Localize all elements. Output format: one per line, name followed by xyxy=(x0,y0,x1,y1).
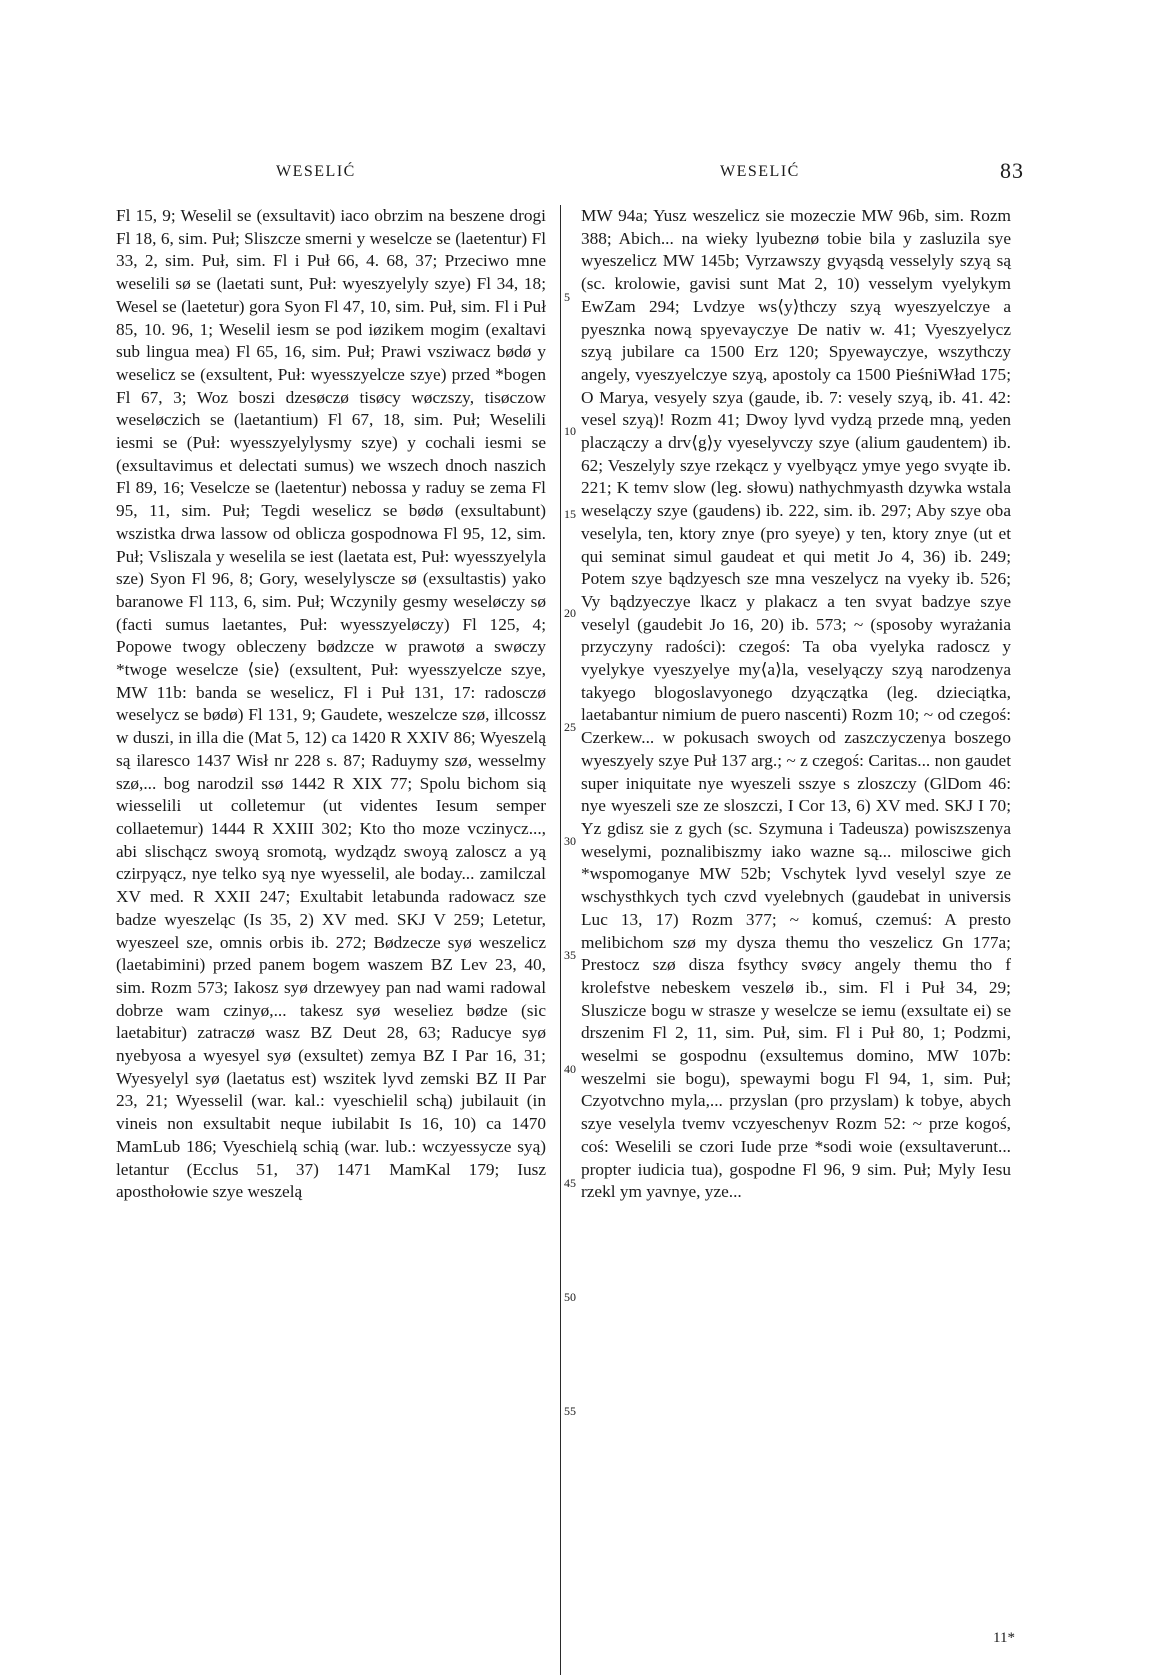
left-column-text: Fl 15, 9; Weselil se (exsultavit) iaco obrzim na beszene drogi Fl 18, 6, sim. Puł; Sliszcze smerni y weselcze se (laetentur) Fl 33, 2, sim. Puł, sim. Fl i Puł 66, 4. 68, 37; Przeciwo mne weselili sø se (laetati sunt, Puł: wyeszyelyly szye) Fl 34, 18; Wesel se (laetetur) gora Syon Fl 47, 10, sim. Puł, sim. Fl i Puł 85, 10. 96, 1; Weselil iesm se pod iøzikem mogim (exaltavi sub lingua mea) Fl 65, 16, sim. Puł; Prawi vsziwacz bødø y weselicz se (exsultent, Puł: wyesszyelcze szye) przed *bogen Fl 67, 3; Woz boszi dzesøczø tisøcy wøczszy, tisøczow weseløczich se (laetantium) Fl 67, 18, sim. Puł; Weselili iesmi se (Puł: wyesszyelylysmy szye) y cochali iesmi se (exsultavimus et delectati sumus) we wszech dnoch naszich Fl 89, 16; Veselcze se (laetentur) nebossa y raduy se zema Fl 95, 11, sim. Puł; Tegdi weselicz se bødø (exsultabunt) wszistka drwa lassow od oblicza gospodnowa Fl 95, 12, sim. Puł; Vsliszala y weselila se iest (laetata est, Puł: wyesszyelyla sze) Syon Fl 96, 8; Gory, weselylyscze sø (exsultastis) yako baranowe Fl 113, 6, sim. Puł; Wczynily gesmy weseløczy sø (facti sumus laetantes, Puł: wyesszyeløczy) Fl 125, 4; Popowe twogy obleczeny bødzcze w prawotø a swøczy *twoge weselcze ⟨sie⟩ (exsultent, Puł: wyesszyelcze szye, MW 11b: banda se weselicz, Fl i Puł 131, 17: radosczø weselycz se bødø) Fl 131, 9; Gaudete, weszelcze szø, illcossz w duszi, in illa die (Mat 5, 12) ca 1420 R XXIV 86; Wyeszelą są ilaresco 1437 Wisł nr 228 s. 87; Raduymy szø, wesselmy szø,... bog narodzil ssø 1442 R XIX 77; Spolu bichom sią wiesselili ut colletemur (ut videntes Iesum semper collaetemur) 1444 R XXIII 302; Kto tho moze vczinycz..., abi slischącz swoyą sromotą, wydządz swoyą zaloscz a yą czirpyącz, nye telko syą nye wyesselil, ale boday... zamilczal XV med. R XXII 247; Exultabit letabunda radowacz sze badze wyeszeląc (Is 35, 2) XV med. SKJ V 259; Letetur, wyeszeel sze, omnis orbis ib. 272; Bødzecze syø weszelicz (laetabimini) przed panem bogem waszem BZ Lev 23, 40, sim. Rozm 573; Iakosz syø drzewyey pan nad wami radowal dobrze wam czinyø,... takesz syø weseliez bødze (sic laetabitur) zatraczø wasz BZ Deut 28, 63; Raducye syø nyebyosa a wyesyel syø (exsultet) zemya BZ I Par 16, 31; Wyesyelyl syø (laetatus est) wszitek lyvd zemski BZ II Par 23, 21; Wyesselil (war. kal.: vyeschielil schą) jubilauit (in vineis non exsultabit neque iubilabit Is 16, 10) ca 1470 MamLub 186; Vyeschielą schią (war. lub.: wczyessycze syą) letantur (Ecclus 51, 37) 1471 MamKal 179; Iusz aposthołowie szye weszelą xyxy=(116,206,546,1202)
line-number: 45 xyxy=(564,1176,576,1190)
line-number: 10 xyxy=(564,424,576,438)
line-number: 5 xyxy=(564,290,570,304)
line-number: 40 xyxy=(564,1062,576,1076)
page-number: 83 xyxy=(1000,158,1024,183)
line-number: 55 xyxy=(564,1404,576,1418)
running-head-right: WESELIĆ xyxy=(720,163,800,180)
printer-signature: 11* xyxy=(993,1630,1015,1646)
line-number: 35 xyxy=(564,948,576,962)
column-divider xyxy=(560,205,561,1675)
line-number: 25 xyxy=(564,720,576,734)
line-number: 50 xyxy=(564,1290,576,1304)
line-number: 20 xyxy=(564,606,576,620)
running-head-left: WESELIĆ xyxy=(276,163,356,180)
line-number: 30 xyxy=(564,834,576,848)
line-number: 15 xyxy=(564,507,576,521)
right-column-text: MW 94a; Yusz weszelicz sie mozeczie MW 96b, sim. Rozm 388; Abich... na wieky lyubeznø tobie bila y zasluzila sye wyeszelicz MW 145b; Vyrzawszy gvyąsdą vesselyly szyą są (sc. krolowie, gavisi sunt Mat 2, 10) vesselym vyelykym EwZam 294; Lvdzye ws⟨y⟩thczy szyą wyeszyelczye a pyesznka nową spyevayczye De nativ w. 41; Vyeszyelycz szyą jubilare ca 1500 Erz 120; Spyewayczye, wszythczy angely, vyeszyelczye szyą, apostoly ca 1500 PieśniWład 175; O Marya, vesyely szya (gaude, ib. 7: vesely szyą, ib. 41. 42: vesel szyą)! Rozm 41; Dwoy lyvd vydzą przede mną, yeden placzączy a drv⟨g⟩y vyeselyvczy szye (alium gaudentem) ib. 62; Veszelyly szye rzekącz y vyelbyącz ymye yego svyąte ib. 221; K temv slow (leg. słowu) nathychmyasth dzywka wstala weselączy szye (gaudens) ib. 222, sim. ib. 297; Aby szye oba veselyla, ten, ktory znye (pro syeye) y ten, ktory znye (ut et qui seminat simul gaudeat et qui metit Jo 4, 36) ib. 249; Potem szye bądzyesch sze mna veszelycz na vyeky ib. 526; Vy bądzyeczye lkacz y plakacz a ten svyat badzye szye veselyl (gaudebit Jo 16, 20) ib. 573; ~ (sposoby wyrażania przyczyny radości): czegoś: Ta oba vyelyka radoscz y vyelykye vyeszyelye my⟨a⟩la, veselyączy szyą narodzenya takyego blogoslavyonego dzyączątka (leg. dzieciątka, laetabantur nimium de puero nascenti) Rozm 10; ~ od czegoś: Czerkew... w pokusach swoych od zaszczyczenya boszego wyeszyely szye Puł 137 arg.; ~ z czegoś: Caritas... non gaudet super iniquitate nye wyeszeli sszye s zloszczy (GlDom 46: nye wyeszeli sze ze sloszczi, I Cor 13, 6) XV med. SKJ I 70; Yz gdisz sie z gych (sc. Szymuna i Tadeusza) powiszszenya weselymi, poznalibiszmy iako wazne są... milosciwe gich *wspomoganye MW 52b; Vschytek lyvd veselyl szye ze wschysthkych tych czvd vyelebnych (gaudebat in universis Luc 13, 17) Rozm 377; ~ komuś, czemuś: A presto melibichom szø my dysza themu tho veszelicz Gn 177a; Prestocz szø disza fsythcy svøcy angely themu tho f krolefstve nebeskem veszelø ib., sim. Fl i Puł 34, 29; Sluszicze bogu w strasze y weselcze se iemu (exsultate ei) se drszenim Fl 2, 11, sim. Puł, sim. Fl i Puł 80, 1; Podzmi, weselmi se gospodnu (exsultemus domino, MW 107b: weszelmi sie bogu), spewaymi bogu Fl 94, 1, sim. Puł; Czyotvchno myla,... przyslan (pro przyslam) k tobye, abych szye veselyla tvemv vczyeschenyv Rozm 52: ~ prze kogoś, coś: Weselili se czori Iude prze *sodi woie (exsultaverunt... propter iudicia tua), gospodne Fl 96, 9 sim. Puł; Myly Iesu rzekl ym yavnye, yze... xyxy=(581,206,1011,1202)
